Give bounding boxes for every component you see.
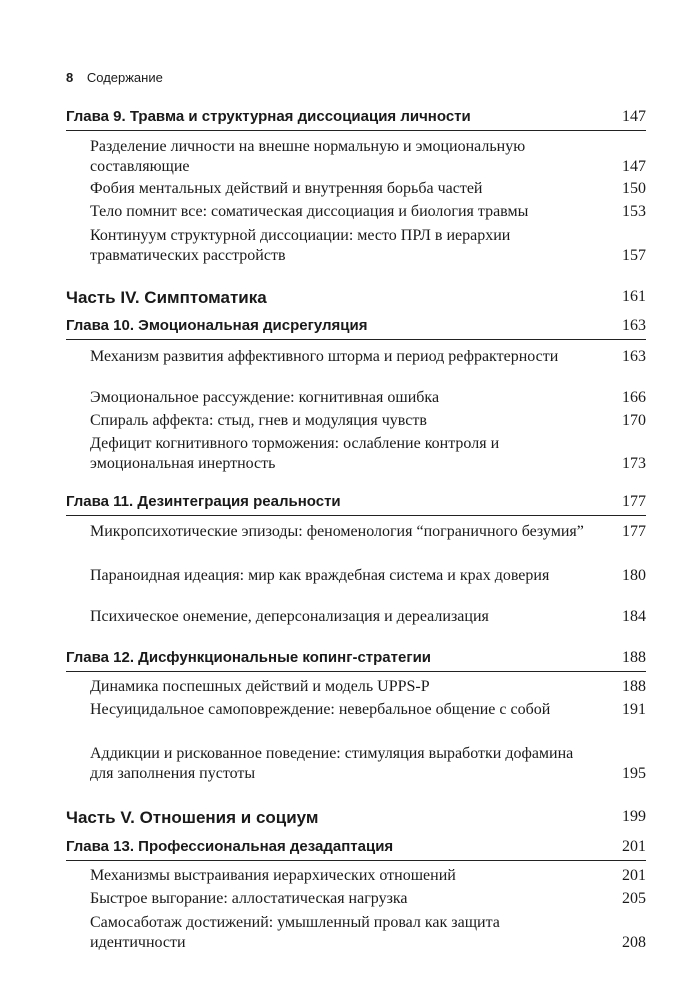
section-title: Континуум структурной диссоциации: место ПРЛ в иерархии травматических расстройств (90, 227, 511, 264)
section-title: Несуицидальное самоповреждение: невербальное общение с собой (90, 701, 551, 718)
section-title: Быстрое выгорание: аллостатическая нагрузка (90, 890, 408, 907)
page-ref: 170 (622, 412, 646, 429)
toc-section (90, 388, 646, 408)
toc-chapter (66, 649, 646, 672)
toc-part (66, 288, 646, 308)
page-ref: 205 (622, 890, 646, 907)
toc-section (90, 411, 646, 431)
section-title: Разделение личности на внешне нормальную и эмоциональную составляющие (90, 138, 526, 175)
page-ref: 180 (622, 567, 646, 584)
toc-chapter (66, 108, 646, 131)
toc-section (90, 434, 646, 474)
section-title: Фобия ментальных действий и внутренняя борьба частей (90, 180, 483, 197)
toc-section (90, 913, 646, 953)
toc-section (90, 137, 646, 177)
toc-chapter (66, 838, 646, 861)
page-ref: 191 (622, 701, 646, 718)
toc-chapter (66, 493, 646, 516)
section-title: Психическое онемение, деперсонализация и дереализация (90, 608, 489, 625)
toc-section (90, 889, 646, 909)
section-title: Аддикции и рискованное поведение: стимуляция выработки дофамина для заполнения пустоты (90, 745, 574, 782)
page-ref: 157 (622, 247, 646, 264)
section-title: Механизмы выстраивания иерархических отношений (90, 867, 456, 884)
page-ref: 166 (622, 389, 646, 406)
toc-section (90, 202, 646, 222)
toc-section (90, 700, 646, 720)
toc-section (90, 566, 646, 586)
part-title: Часть IV. Симптоматика (66, 288, 267, 307)
chapter-title: Глава 9. Травма и структурная диссоциация личности (66, 108, 471, 125)
chapter-title: Глава 10. Эмоциональная дисрегуляция (66, 317, 368, 334)
page-ref: 201 (622, 838, 646, 855)
toc-section (90, 866, 646, 886)
page-ref: 147 (622, 158, 646, 175)
chapter-title: Глава 13. Профессиональная дезадаптация (66, 838, 394, 855)
section-title: Микропсихотические эпизоды: феноменология “пограничного безумия” (90, 523, 584, 540)
section-title: Эмоциональное рассуждение: когнитивная ошибка (90, 389, 440, 406)
running-header (66, 70, 163, 85)
part-title: Часть V. Отношения и социум (66, 808, 319, 827)
page-ref: 184 (622, 608, 646, 625)
section-title: Параноидная идеация: мир как враждебная система и крах доверия (90, 567, 550, 584)
section-title: Тело помнит все: соматическая диссоциация и биология травмы (90, 203, 529, 220)
page-ref: 173 (622, 455, 646, 472)
toc-section (90, 226, 646, 266)
toc-section (90, 744, 646, 784)
section-title: Механизм развития аффективного шторма и период рефрактерности (90, 348, 559, 365)
page-ref: 153 (622, 203, 646, 220)
section-title: Динамика поспешных действий и модель UPPS-P (90, 678, 430, 695)
page-ref: 161 (622, 288, 646, 305)
toc-section (90, 677, 646, 697)
page-ref: 163 (622, 317, 646, 334)
page-ref: 201 (622, 867, 646, 884)
page-number: 8 (66, 70, 74, 85)
toc-section (90, 179, 646, 199)
page-ref: 208 (622, 934, 646, 951)
page-ref: 163 (622, 348, 646, 365)
page-ref: 177 (622, 493, 646, 510)
page-ref: 147 (622, 108, 646, 125)
toc-section (90, 347, 646, 367)
toc-part (66, 808, 646, 828)
section-title: Самосаботаж достижений: умышленный провал как защита идентичности (90, 914, 500, 951)
page-ref: 195 (622, 765, 646, 782)
chapter-title: Глава 11. Дезинтеграция реальности (66, 493, 341, 510)
page-ref: 199 (622, 808, 646, 825)
running-title: Содержание (86, 70, 163, 85)
toc-chapter (66, 317, 646, 340)
page-ref: 188 (622, 649, 646, 666)
page-ref: 188 (622, 678, 646, 695)
section-title: Спираль аффекта: стыд, гнев и модуляция чувств (90, 412, 427, 429)
page-ref: 150 (622, 180, 646, 197)
toc-section (90, 522, 646, 542)
toc-section (90, 607, 646, 627)
chapter-title: Глава 12. Дисфункциональные копинг-стратегии (66, 649, 432, 666)
section-title: Дефицит когнитивного торможения: ослабление контроля и эмоциональная инертность (90, 435, 500, 472)
page-ref: 177 (622, 523, 646, 540)
